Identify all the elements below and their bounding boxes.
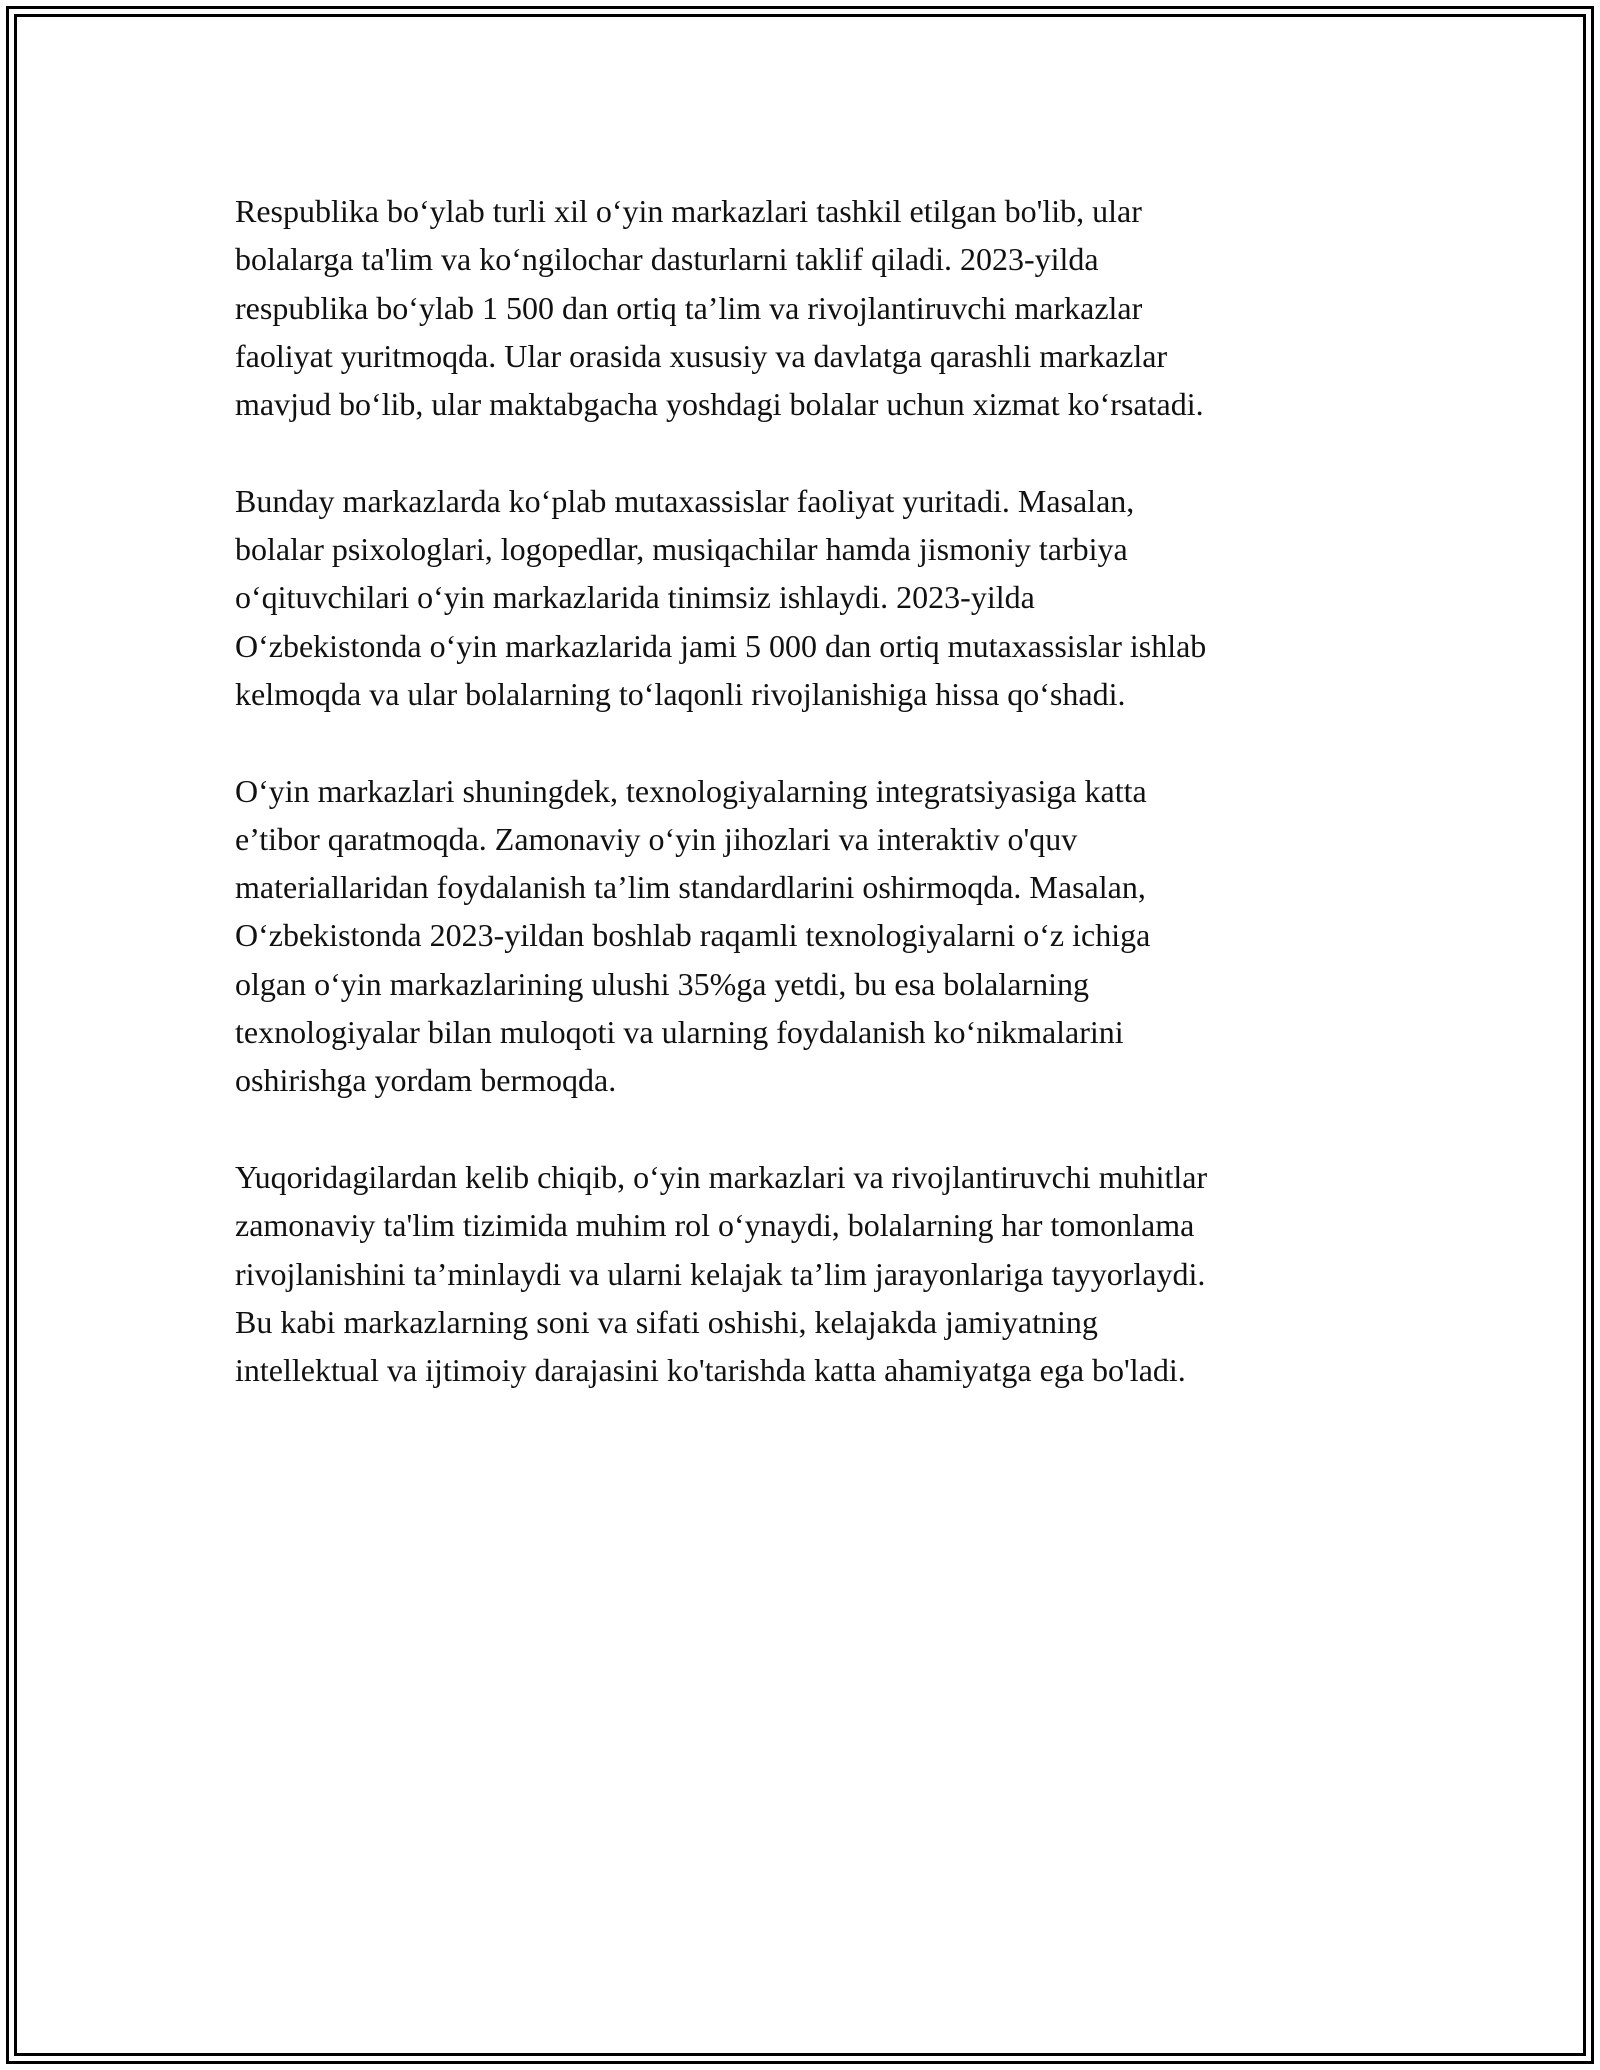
text-line: Yuqoridagilardan kelib chiqib, o‘yin markazlari va rivojlantiruvchi muhitlar [235, 1158, 1208, 1195]
text-line: bolalarga ta'lim va ko‘ngilochar dasturlarni taklif qiladi. 2023-yilda [235, 241, 1099, 278]
text-line: bolalar psixologlari, logopedlar, musiqachilar hamda jismoniy tarbiya [235, 531, 1128, 568]
text-line: olgan o‘yin markazlarining ulushi 35%ga yetdi, bu esa bolalarning [235, 965, 1089, 1002]
text-line: kelmoqda va ular bolalarning to‘laqonli rivojlanishiga hissa qo‘shadi. [235, 675, 1126, 712]
text-line: oshirishga yordam bermoqda. [235, 1062, 617, 1099]
paragraph-2 [235, 477, 1365, 718]
text-line: respublika bo‘ylab 1 500 dan ortiq ta’lim va rivojlantiruvchi markazlar [235, 289, 1143, 326]
paragraph-3 [235, 767, 1365, 1105]
text-line: rivojlanishini ta’minlaydi va ularni kelajak ta’lim jarayonlariga tayyorlaydi. [235, 1255, 1206, 1292]
text-line: Bu kabi markazlarning soni va sifati oshishi, kelajakda jamiyatning [235, 1303, 1098, 1340]
text-line: faoliyat yuritmoqda. Ular orasida xususiy va davlatga qarashli markazlar [235, 337, 1168, 374]
text-line: O‘yin markazlari shuningdek, texnologiyalarning integratsiyasiga katta [235, 772, 1147, 809]
text-line: e’tibor qaratmoqda. Zamonaviy o‘yin jihozlari va interaktiv o'quv [235, 820, 1078, 857]
text-line: zamonaviy ta'lim tizimida muhim rol o‘ynaydi, bolalarning har tomonlama [235, 1207, 1195, 1244]
text-line: mavjud bo‘lib, ular maktabgacha yoshdagi bolalar uchun xizmat ko‘rsatadi. [235, 386, 1204, 423]
text-line: texnologiyalar bilan muloqoti va ularning foydalanish ko‘nikmalarini [235, 1014, 1124, 1051]
text-line: materiallaridan foydalanish ta’lim standardlarini oshirmoqda. Masalan, [235, 869, 1146, 906]
text-line: Respublika bo‘ylab turli xil o‘yin markazlari tashkil etilgan bo'lib, ular [235, 193, 1142, 229]
document-body [235, 187, 1365, 1443]
text-line: Bunday markazlarda ko‘plab mutaxassislar faoliyat yuritadi. Masalan, [235, 482, 1135, 519]
text-line: o‘qituvchilari o‘yin markazlarida tinimsiz ishlaydi. 2023-yilda [235, 579, 1035, 616]
text-line: intellektual va ijtimoiy darajasini ko'tarishda katta ahamiyatga ega bo'ladi. [235, 1352, 1186, 1389]
paragraph-1 [235, 187, 1365, 428]
paragraph-4 [235, 1153, 1365, 1394]
text-line: O‘zbekistonda o‘yin markazlarida jami 5 000 dan ortiq mutaxassislar ishlab [235, 627, 1207, 664]
text-line: O‘zbekistonda 2023-yildan boshlab raqamli texnologiyalarni o‘z ichiga [235, 917, 1151, 954]
